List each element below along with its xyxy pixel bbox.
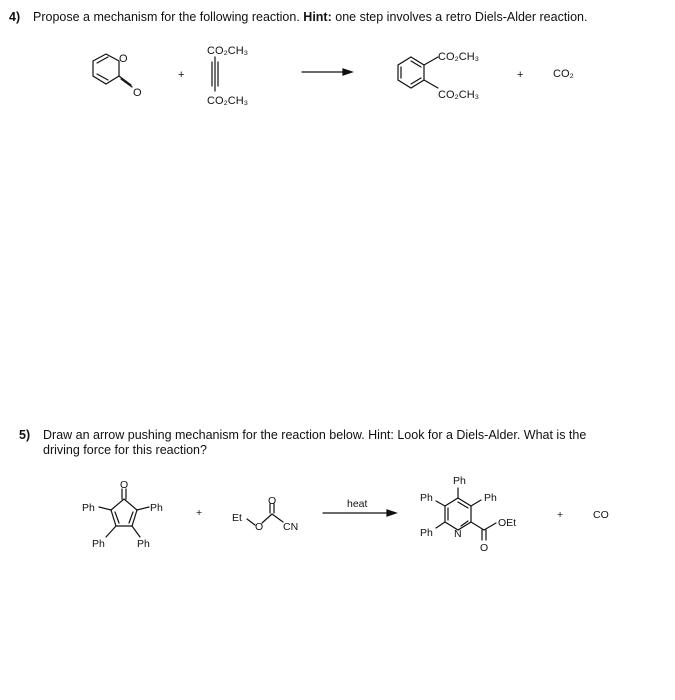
- question-5-prompt-line1: Draw an arrow pushing mechanism for the reaction below. Hint: Look for a Diels-Alder. What is the: [43, 428, 587, 442]
- question-4-hint-text: one step involves a retro Diels-Alder reaction.: [335, 10, 588, 24]
- question-4-number: 4): [9, 10, 21, 24]
- pyranone-ring-o: O: [119, 53, 128, 65]
- question-5-prompt-line2: driving force for this reaction?: [43, 443, 207, 457]
- dmad-ester-bottom: CO₂CH₃: [207, 95, 249, 107]
- prod-n: N: [454, 528, 462, 540]
- cpd-ph-left: Ph: [82, 502, 95, 514]
- cpd-ph-bottom-left: Ph: [92, 538, 105, 550]
- prod-ph-lower-left: Ph: [420, 527, 433, 539]
- question-4-prompt: Propose a mechanism for the following reaction.: [33, 10, 300, 24]
- prod-o: O: [480, 542, 489, 554]
- plus-sign-4a: +: [178, 69, 185, 81]
- cpd-ph-right: Ph: [150, 502, 163, 514]
- reaction-arrow-4: [302, 69, 352, 75]
- dimethyl-phthalate-structure: [398, 57, 438, 88]
- pyranone-carbonyl-o: O: [133, 87, 142, 99]
- product-ester-bottom: CO₂CH₃: [438, 89, 480, 101]
- ester-cn: CN: [283, 521, 299, 533]
- question-4-hint-label: Hint:: [303, 10, 332, 24]
- question-5-number: 5): [19, 428, 31, 442]
- prod-ph-top: Ph: [453, 475, 466, 487]
- reaction-arrow-5: [323, 510, 396, 516]
- prod-ph-upper-right: Ph: [484, 492, 497, 504]
- ethyl-cyanoformate-structure: [247, 504, 283, 525]
- plus-sign-4b: +: [517, 69, 524, 81]
- plus-sign-5a: +: [196, 507, 203, 519]
- dmad-ester-top: CO₂CH₃: [207, 45, 249, 57]
- product-ester-top: CO₂CH₃: [438, 51, 480, 63]
- dmad-structure: [212, 57, 218, 91]
- co2-byproduct: CO₂: [553, 68, 574, 80]
- ester-et: Et: [232, 512, 242, 524]
- ketone-o: O: [120, 479, 129, 491]
- prod-ph-upper-left: Ph: [420, 492, 433, 504]
- tetraphenylcyclopentadienone-structure: [99, 489, 149, 537]
- ester-o: O: [255, 521, 264, 533]
- ester-carbonyl-o: O: [268, 495, 277, 507]
- cpd-ph-bottom-right: Ph: [137, 538, 150, 550]
- heat-condition: heat: [347, 498, 368, 510]
- co-byproduct: CO: [593, 509, 609, 521]
- prod-oet: OEt: [498, 517, 517, 529]
- plus-sign-5b: +: [557, 509, 564, 521]
